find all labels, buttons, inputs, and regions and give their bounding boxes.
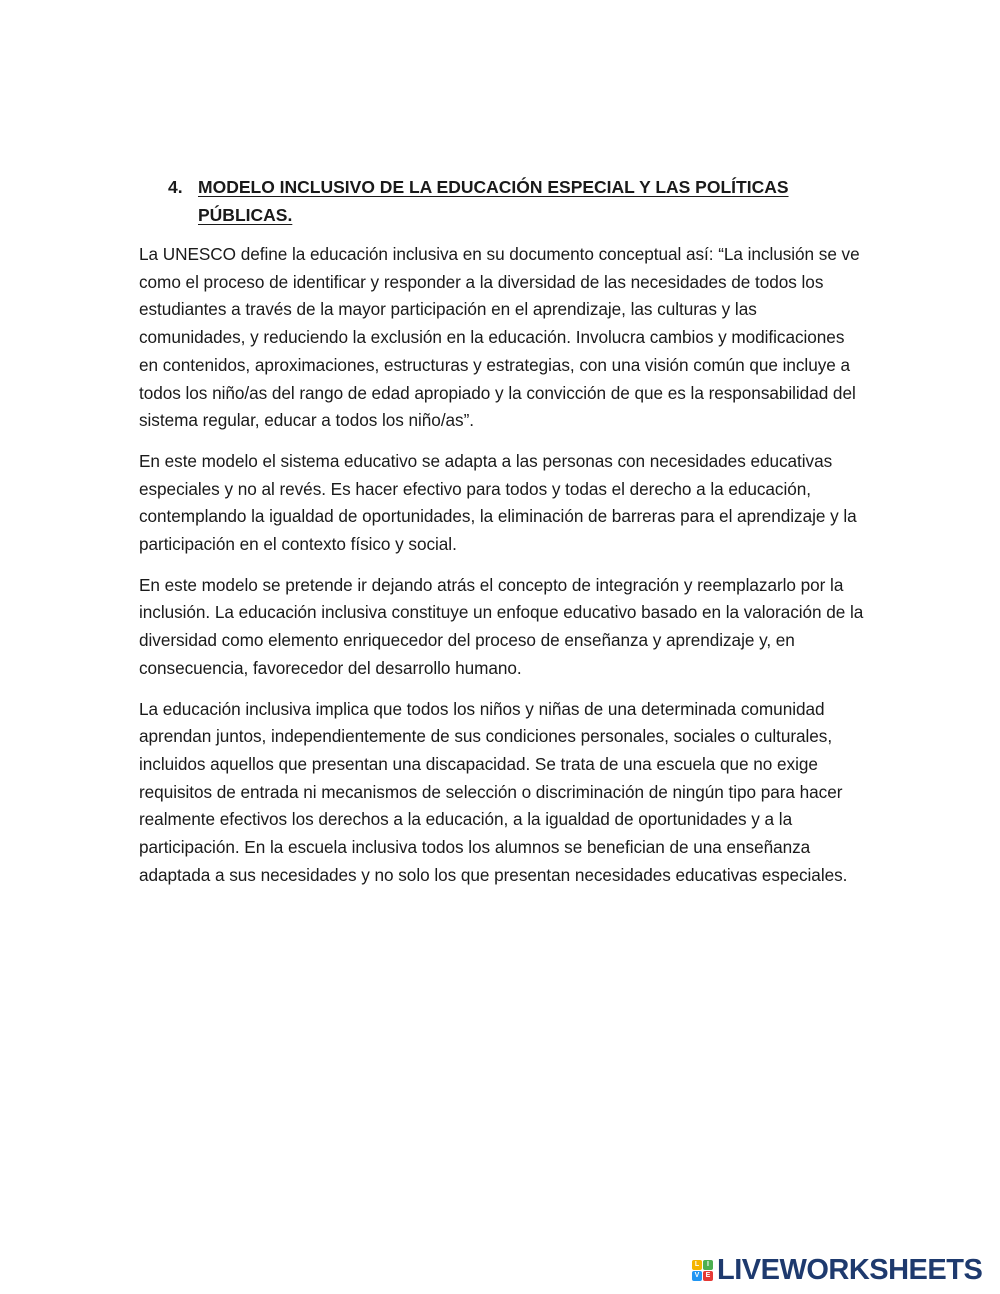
body-text xyxy=(139,241,865,902)
section-number: 4. xyxy=(168,177,183,197)
paragraph-1: La UNESCO define la educación inclusiva en su documento conceptual así: “La inclusión se ve como el proceso de identificar y responder a la diversidad de las necesidades de todos los estudiantes a través de la mayor participación en el aprendizaje, las culturas y las comunidades, y reduciendo la exclusión en la educación. Involucra cambios y modificaciones en contenidos, aproximaciones, estructuras y estrategias, con una visión común que incluye a todos los niño/as del rango de edad apropiado y la convicción de que es la responsabilidad del sistema regular, educar a todos los niño/as”. xyxy=(139,244,860,431)
section-heading xyxy=(168,173,848,229)
logo-block-l: L xyxy=(692,1260,702,1270)
logo-block-v: V xyxy=(692,1271,702,1281)
logo-block-e: E xyxy=(703,1271,713,1281)
paragraph-3: En este modelo se pretende ir dejando atrás el concepto de integración y reemplazarlo por la inclusión. La educación inclusiva constituye un enfoque educativo basado en la valoración de la diversidad como elemento enriquecedor del proceso de enseñanza y aprendizaje y, en consecuencia, favorecedor del desarrollo humano. xyxy=(139,574,864,678)
paragraph-2: En este modelo el sistema educativo se adapta a las personas con necesidades educativas especiales y no al revés. Es hacer efectivo para todos y todas el derecho a la educación, contemplando la igualdad de oportunidades, la eliminación de barreras para el aprendizaje y la participación en el contexto físico y social. xyxy=(139,450,857,555)
logo-block-i: I xyxy=(703,1260,713,1270)
section-title: MODELO INCLUSIVO DE LA EDUCACIÓN ESPECIAL Y LAS POLÍTICAS PÚBLICAS. xyxy=(198,177,789,225)
liveworksheets-blocks-icon xyxy=(692,1260,713,1281)
logo-text: LIVEWORKSHEETS xyxy=(717,1253,983,1286)
liveworksheets-logo xyxy=(692,1255,982,1285)
paragraph-4: La educación inclusiva implica que todos los niños y niñas de una determinada comunidad aprendan juntos, independientemente de sus condiciones personales, sociales o culturales, incluidos aquellos que presentan una discapacidad. Se trata de una escuela que no exige requisitos de entrada ni mecanismos de selección o discriminación de ningún tipo para hacer realmente efectivos los derechos a la educación, a la igualdad de oportunidades y a la participación. En la escuela inclusiva todos los alumnos se benefician de una enseñanza adaptada a sus necesidades y no solo los que presentan necesidades educativas especiales. xyxy=(139,698,848,885)
